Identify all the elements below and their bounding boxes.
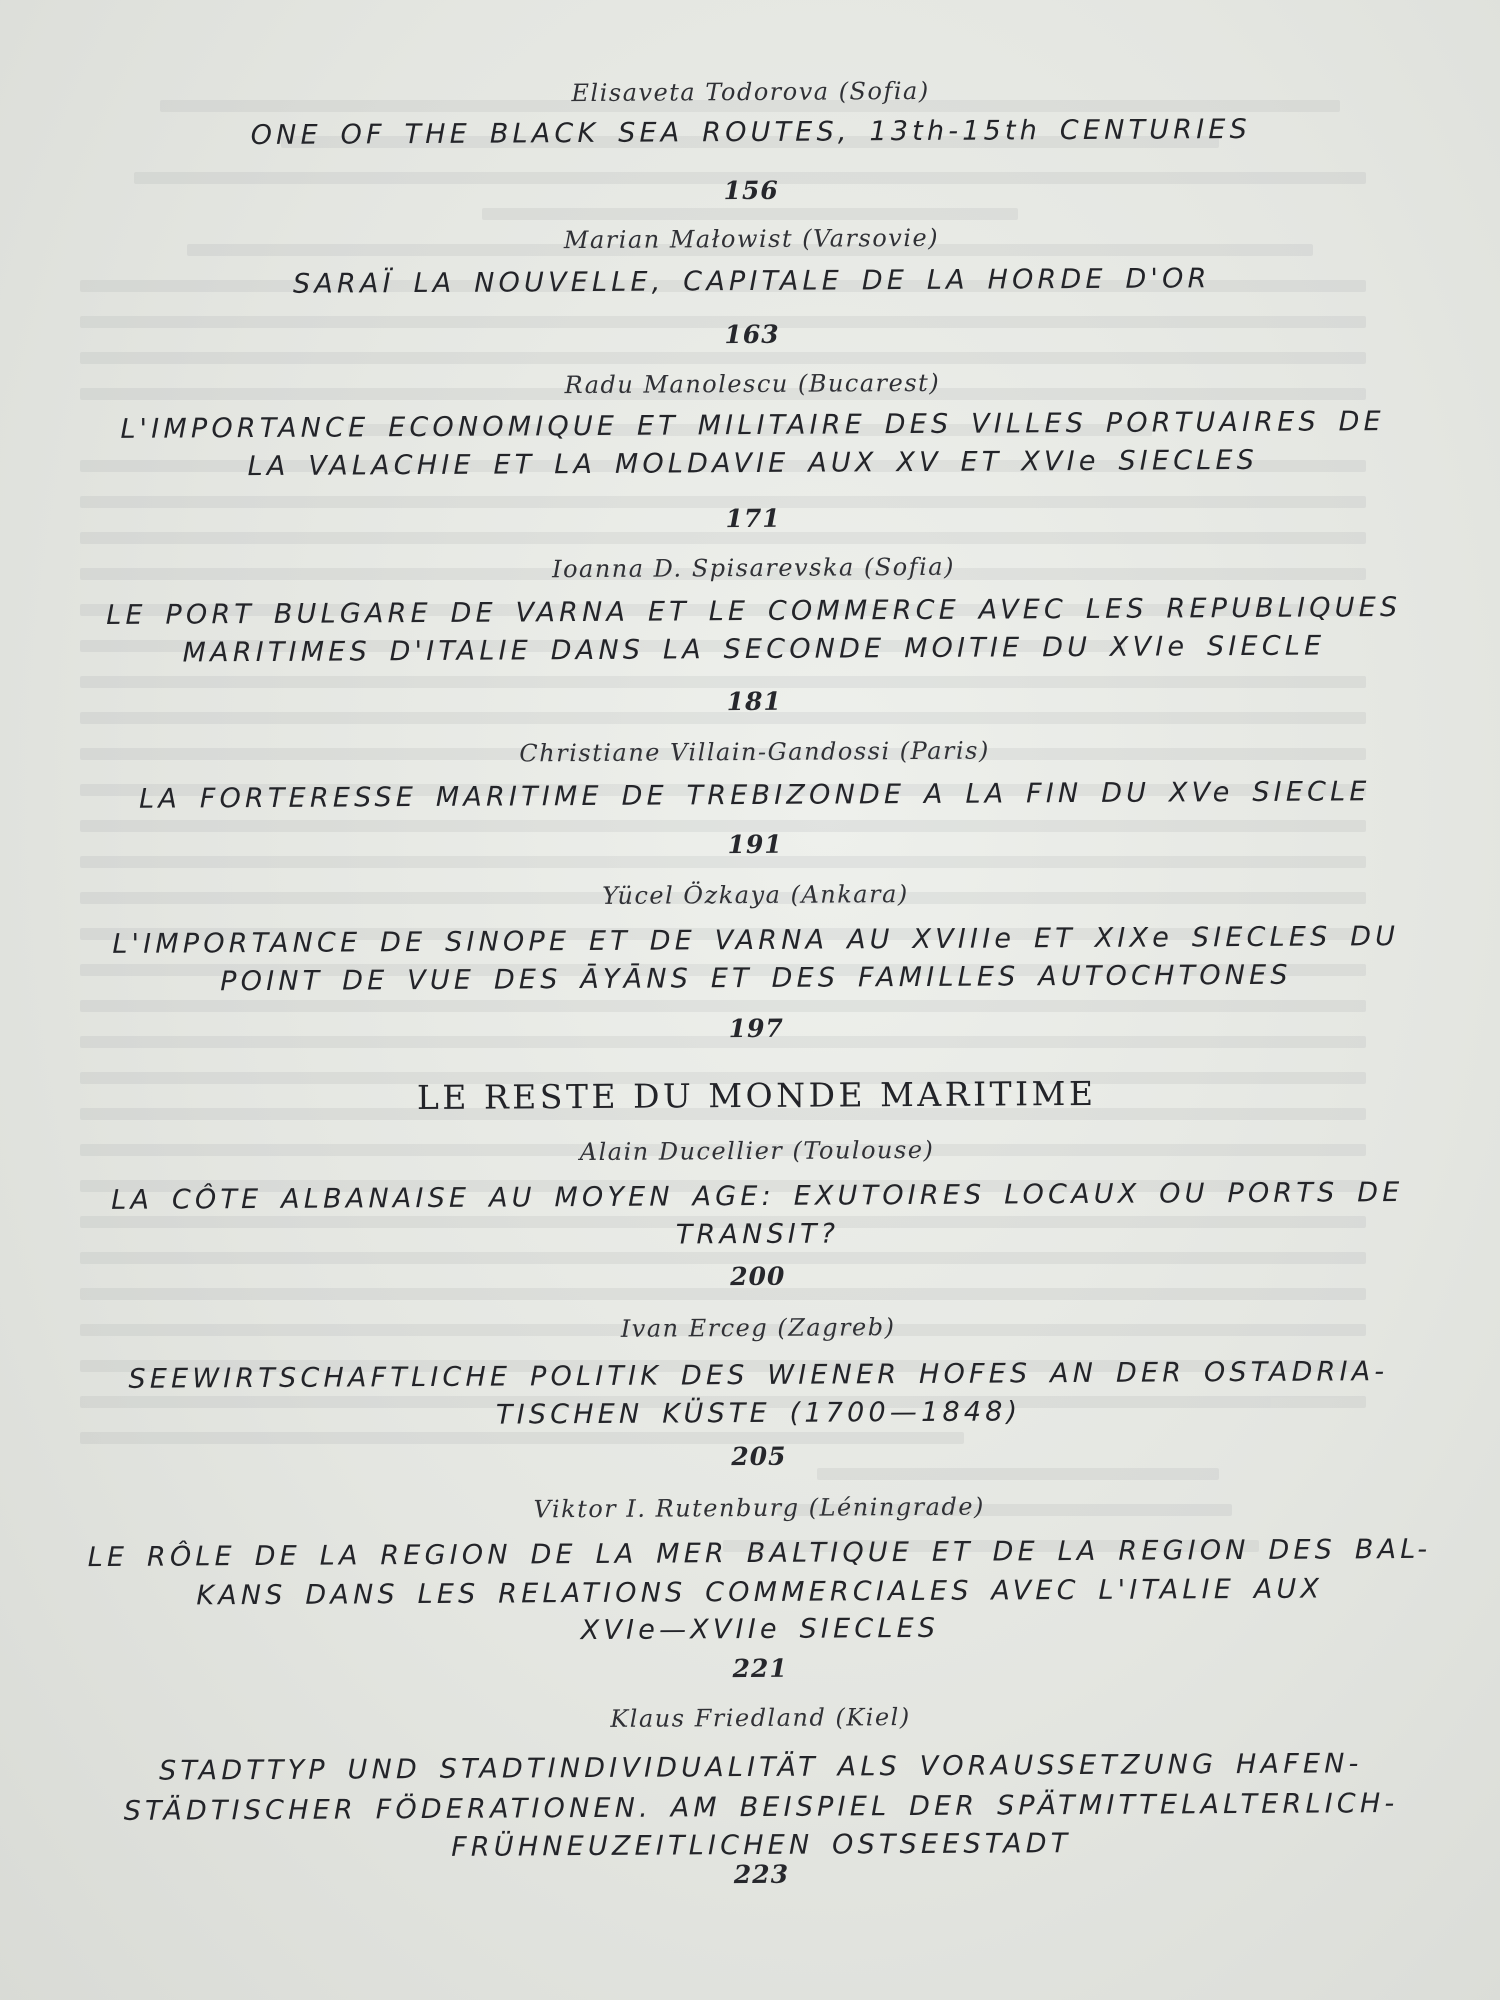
entry-title-line: LA VALACHIE ET LA MOLDAVIE AUX XV ET XVIe SIECLES [247, 444, 1259, 483]
entry-title-line: TISCHEN KÜSTE (1700—1848) [495, 1396, 1022, 1431]
entry-title-line: SEEWIRTSCHAFTLICHE POLITIK DES WIENER HOFES AN DER OSTADRIA- [128, 1356, 1389, 1395]
entry-author: Ioanna D. Spisarevska (Sofia) [551, 552, 955, 584]
entry-title-line: L'IMPORTANCE ECONOMIQUE ET MILITAIRE DES VILLES PORTUAIRES DE [120, 406, 1385, 445]
entry-author: Yücel Özkaya (Ankara) [602, 880, 909, 910]
entry-title-line: ONE OF THE BLACK SEA ROUTES, 13th-15th CENTURIES [250, 113, 1252, 152]
entry-title-line: MARITIMES D'ITALIE DANS LA SECONDE MOITIE DU XVIe SIECLE [182, 630, 1326, 669]
entry-title-line: SARAÏ LA NOUVELLE, CAPITALE DE LA HORDE D'OR [292, 263, 1211, 300]
entry-title-line: STÄDTISCHER FÖDERATIONEN. AM BEISPIEL DER SPÄTMITTELALTERLICH- [123, 1788, 1399, 1827]
entry-author: Ivan Erceg (Zagreb) [620, 1313, 896, 1343]
entry-page-number: 200 [730, 1261, 786, 1292]
entry-title-line: KANS DANS LES RELATIONS COMMERCIALES AVEC L'ITALIE AUX [196, 1573, 1324, 1612]
entry-title-line: LE RÔLE DE LA REGION DE LA MER BALTIQUE ET DE LA REGION DES BAL- [87, 1533, 1432, 1574]
entry-title-line: TRANSIT? [675, 1218, 840, 1251]
entry-title-line: LA FORTERESSE MARITIME DE TREBIZONDE A LA FIN DU XVe SIECLE [139, 776, 1371, 815]
entry-page-number: 197 [728, 1013, 784, 1044]
entry-author: Marian Małowist (Varsovie) [563, 223, 940, 255]
entry-page-number: 191 [727, 829, 783, 860]
entry-title-line: FRÜHNEUZEITLICHEN OSTSEESTADT [451, 1828, 1072, 1863]
entry-title-line: POINT DE VUE DES ĀYĀNS ET DES FAMILLES AUTOCHTONES [220, 959, 1292, 998]
entry-author: Elisaveta Todorova (Sofia) [571, 76, 930, 108]
entry-page-number: 205 [731, 1441, 787, 1472]
entry-page-number: 221 [732, 1653, 788, 1684]
entry-page-number: 181 [726, 686, 782, 717]
entry-author: Viktor I. Rutenburg (Léningrade) [533, 1492, 985, 1524]
entry-page-number: 171 [725, 503, 781, 534]
entry-page-number: 163 [724, 319, 780, 350]
entry-author: Alain Ducellier (Toulouse) [579, 1135, 935, 1167]
entry-title-line: LE PORT BULGARE DE VARNA ET LE COMMERCE AVEC LES REPUBLIQUES [106, 592, 1402, 631]
section-heading: LE RESTE DU MONDE MARITIME [416, 1073, 1097, 1118]
entry-title-line: L'IMPORTANCE DE SINOPE ET DE VARNA AU XVIIIe ET XIXe SIECLES DU [112, 921, 1400, 960]
entry-title-line: STADTTYP UND STADTINDIVIDUALITÄT ALS VORAUSSETZUNG HAFEN- [158, 1748, 1363, 1787]
entry-page-number: 223 [733, 1859, 790, 1890]
entry-page-number: 156 [723, 175, 779, 206]
entry-title-line: XVIe—XVIIe SIECLES [580, 1612, 940, 1647]
entry-author: Radu Manolescu (Bucarest) [564, 368, 941, 400]
entry-author: Christiane Villain-Gandossi (Paris) [519, 736, 990, 768]
entry-title-line: LA CÔTE ALBANAISE AU MOYEN AGE: EXUTOIRES LOCAUX OU PORTS DE [111, 1177, 1404, 1216]
entry-author: Klaus Friedland (Kiel) [610, 1703, 911, 1733]
